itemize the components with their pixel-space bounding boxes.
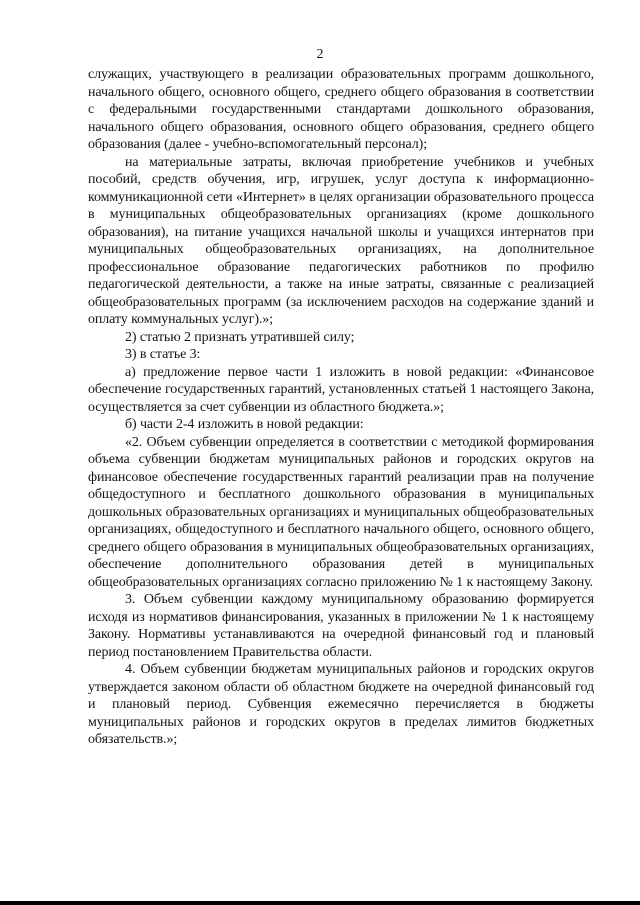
paragraph-item-b: б) части 2-4 изложить в новой редакции: [125, 417, 364, 432]
paragraph-part-2: «2. Объем субвенции определяется в соответствии с методикой формирования объема субвенции бюджетам муниципальных районов и городских округов на финансовое обеспечение государственных гарантий реализации прав на получение общедоступного и бесплатного дошкольного образования в муниципальных дошкольных образовательных организациях и муниципальных общеобразовательных организациях, общедоступного и бесплатного начального общего, основного общего, среднего общего образования в муниципальных общеобразовательных организациях, обеспечение дополнительного образования детей в муниципальных общеобразовательных организациях согласно приложению № 1 к настоящему Закону. [88, 434, 594, 590]
scan-bottom-edge [0, 901, 640, 905]
paragraph-article-2-repeal: 2) статью 2 признать утратившей силу; [125, 329, 355, 345]
paragraph-material-costs: на материальные затраты, включая приобретение учебников и учебных пособий, средств обучения, игр, игрушек, услуг доступа к информационно-коммуникационной сети «Интернет» в целях организации образовательного процесса в муниципальных общеобразовательных организациях (кроме дошкольного образования), на питание учащихся начальной школы и учащихся интернатов при муниципальных общеобразовательных организациях, на дополнительное профессиональное образование педагогических работников по профилю педагогической деятельности, а также на иные затраты, связанные с реализацией общеобразовательных программ (за исключением расходов на содержание зданий и оплату коммунальных услуг).»; [88, 154, 594, 327]
paragraph-part-4: 4. Объем субвенции бюджетам муниципальных районов и городских округов утверждается законом области об областном бюджете на очередной финансовый год и плановый период. Субвенция ежемесячно перечисляется в бюджеты муниципальных районов и городских округов в пределах лимитов бюджетных обязательств.»; [88, 662, 594, 747]
paragraph-part-3: 3. Объем субвенции каждому муниципальному образованию формируется исходя из нормативов финансирования, указанных в приложении № 1 к настоящему Закону. Нормативы устанавливаются на очередной финансовый год и плановый период постановлением Правительства области. [88, 592, 594, 660]
document-body [88, 66, 594, 749]
paragraph-article-3-heading: 3) в статье 3: [125, 347, 201, 362]
page-number: 2 [316, 47, 324, 62]
paragraph-staff-continuation: служащих, участвующего в реализации образовательных программ дошкольного, начального общего, основного общего, среднего общего образования в соответствии с федеральными государственными стандартами дошкольного образования, начального общего образования, основного общего образования, среднего общего образования (далее - учебно-вспомогательный персонал); [88, 67, 594, 152]
paragraph-item-a: а) предложение первое части 1 изложить в новой редакции: «Финансовое обеспечение государственных гарантий, установленных статьей 1 настоящего Закона, осуществляется за счет субвенции из областного бюджета.»; [88, 364, 594, 415]
